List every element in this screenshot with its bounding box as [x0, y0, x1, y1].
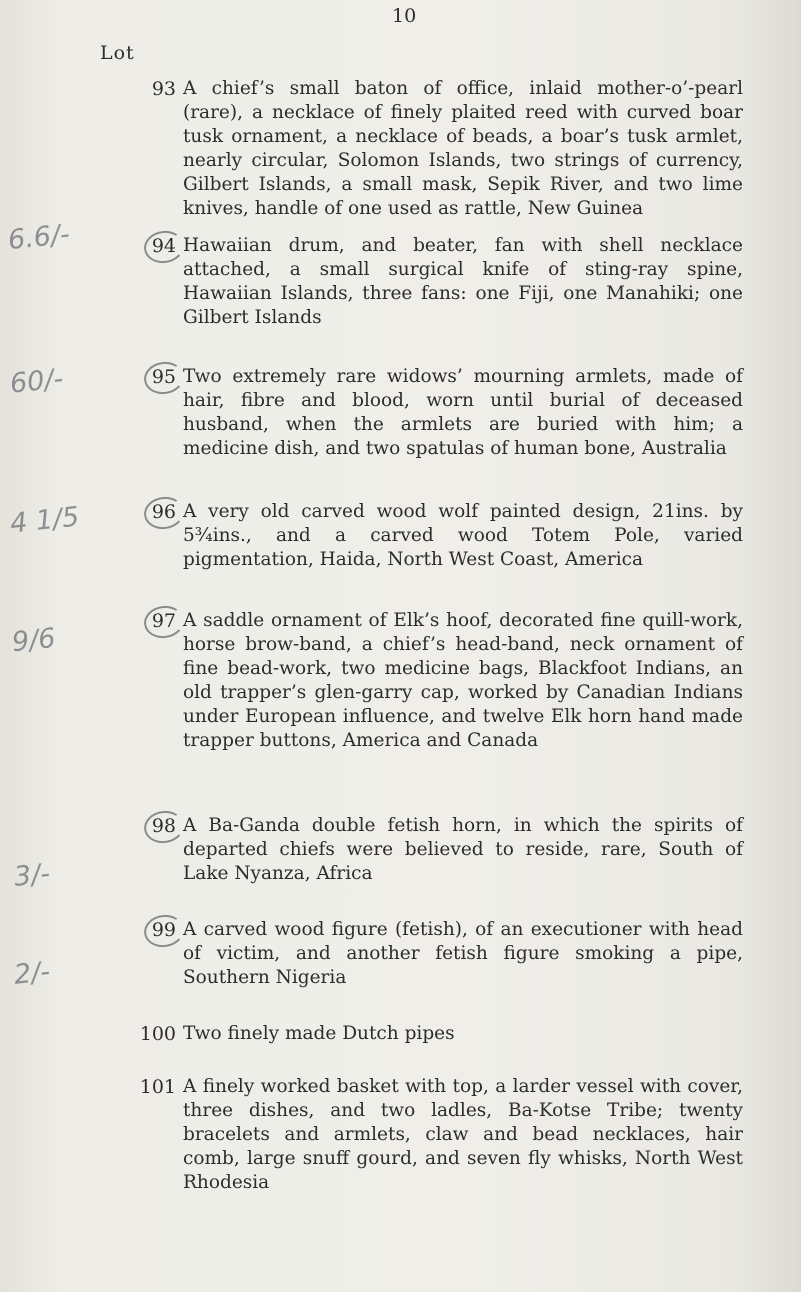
lot-description: A chief’s small baton of office, inlaid mother-o’-pearl (rare), a necklace of finely plaited reed with curved boar tusk ornament, a necklace of beads, a boar’s tusk armlet, nearly circular, Solomon Islands, two strings of currency, Gilbert Islands, a small mask, Sepik River, and two lime knives, handle of one used as rattle, New Guinea: [183, 78, 743, 219]
lot-description: A Ba-Ganda double fetish horn, in which the spirits of departed chiefs were believed to reside, rare, South of Lake Nyanza, Africa: [183, 815, 743, 884]
margin-note-lot-95: 60/-: [8, 363, 65, 400]
margin-note-lot-99: 2/-: [12, 956, 52, 991]
margin-note-lot-96: 4 1/5: [8, 501, 81, 540]
margin-note-lot-97: 9/6: [10, 622, 57, 659]
lot-number: 96: [151, 501, 176, 523]
lot-description: A carved wood figure (fetish), of an executioner with head of victim, and another fetish figure smoking a pipe, Southern Nigeria: [183, 919, 743, 988]
lot-number: 98: [151, 815, 176, 837]
lot-number: 93: [151, 78, 176, 100]
lot-entry-100: [100, 1022, 740, 1052]
lot-description: Hawaiian drum, and beater, fan with shell necklace attached, a small surgical knife of sting-ray spine, Hawaiian Islands, three fans: one Fiji, one Manahiki; one Gilbert Islands: [183, 235, 743, 328]
lot-number: 101: [139, 1076, 176, 1098]
lot-number: 100: [139, 1023, 176, 1045]
lot-description: A finely worked basket with top, a larder vessel with cover, three dishes, and two ladles, Ba-Kotse Tribe; twenty bracelets and armlets, claw and bead necklaces, hair comb, large snuff gourd, and seven fly whisks, North West Rhodesia: [183, 1076, 743, 1193]
lot-description: Two extremely rare widows’ mourning armlets, made of hair, fibre and blood, worn until burial of deceased husband, when the armlets are buried with him; a medicine dish, and two spatulas of human bone, Australia: [183, 366, 743, 459]
lot-entry-96: [100, 500, 743, 600]
page-number: 10: [392, 5, 417, 27]
lot-description: A very old carved wood wolf painted design, 21ins. by 5¾ins., and a carved wood Totem Pole, varied pigmentation, Haida, North West Coast, America: [183, 501, 743, 570]
lot-entry-94: [100, 234, 743, 354]
lot-number: 94: [151, 235, 176, 257]
lot-number: 97: [151, 610, 176, 632]
lot-description: Two finely made Dutch pipes: [183, 1023, 455, 1044]
lot-description: A saddle ornament of Elk’s hoof, decorated fine quill-work, horse brow-band, a chief’s head-band, neck ornament of fine bead-work, two medicine bags, Blackfoot Indians, an old trapper’s glen-garry cap, worked by Canadian Indians under European influence, and twelve Elk horn hand made trapper buttons, America and Canada: [183, 610, 743, 751]
lot-entry-97: [100, 609, 743, 801]
lot-column-header: Lot: [100, 42, 135, 64]
margin-note-lot-94: 6.6/-: [6, 218, 72, 257]
lot-entry-98: [100, 814, 743, 894]
lot-number: 99: [151, 919, 176, 941]
lot-number: 95: [151, 366, 176, 388]
lot-entry-101: [100, 1075, 743, 1203]
lot-entry-95: [100, 365, 743, 485]
margin-note-lot-98: 3/-: [12, 858, 52, 893]
lot-entry-99: [100, 918, 743, 998]
